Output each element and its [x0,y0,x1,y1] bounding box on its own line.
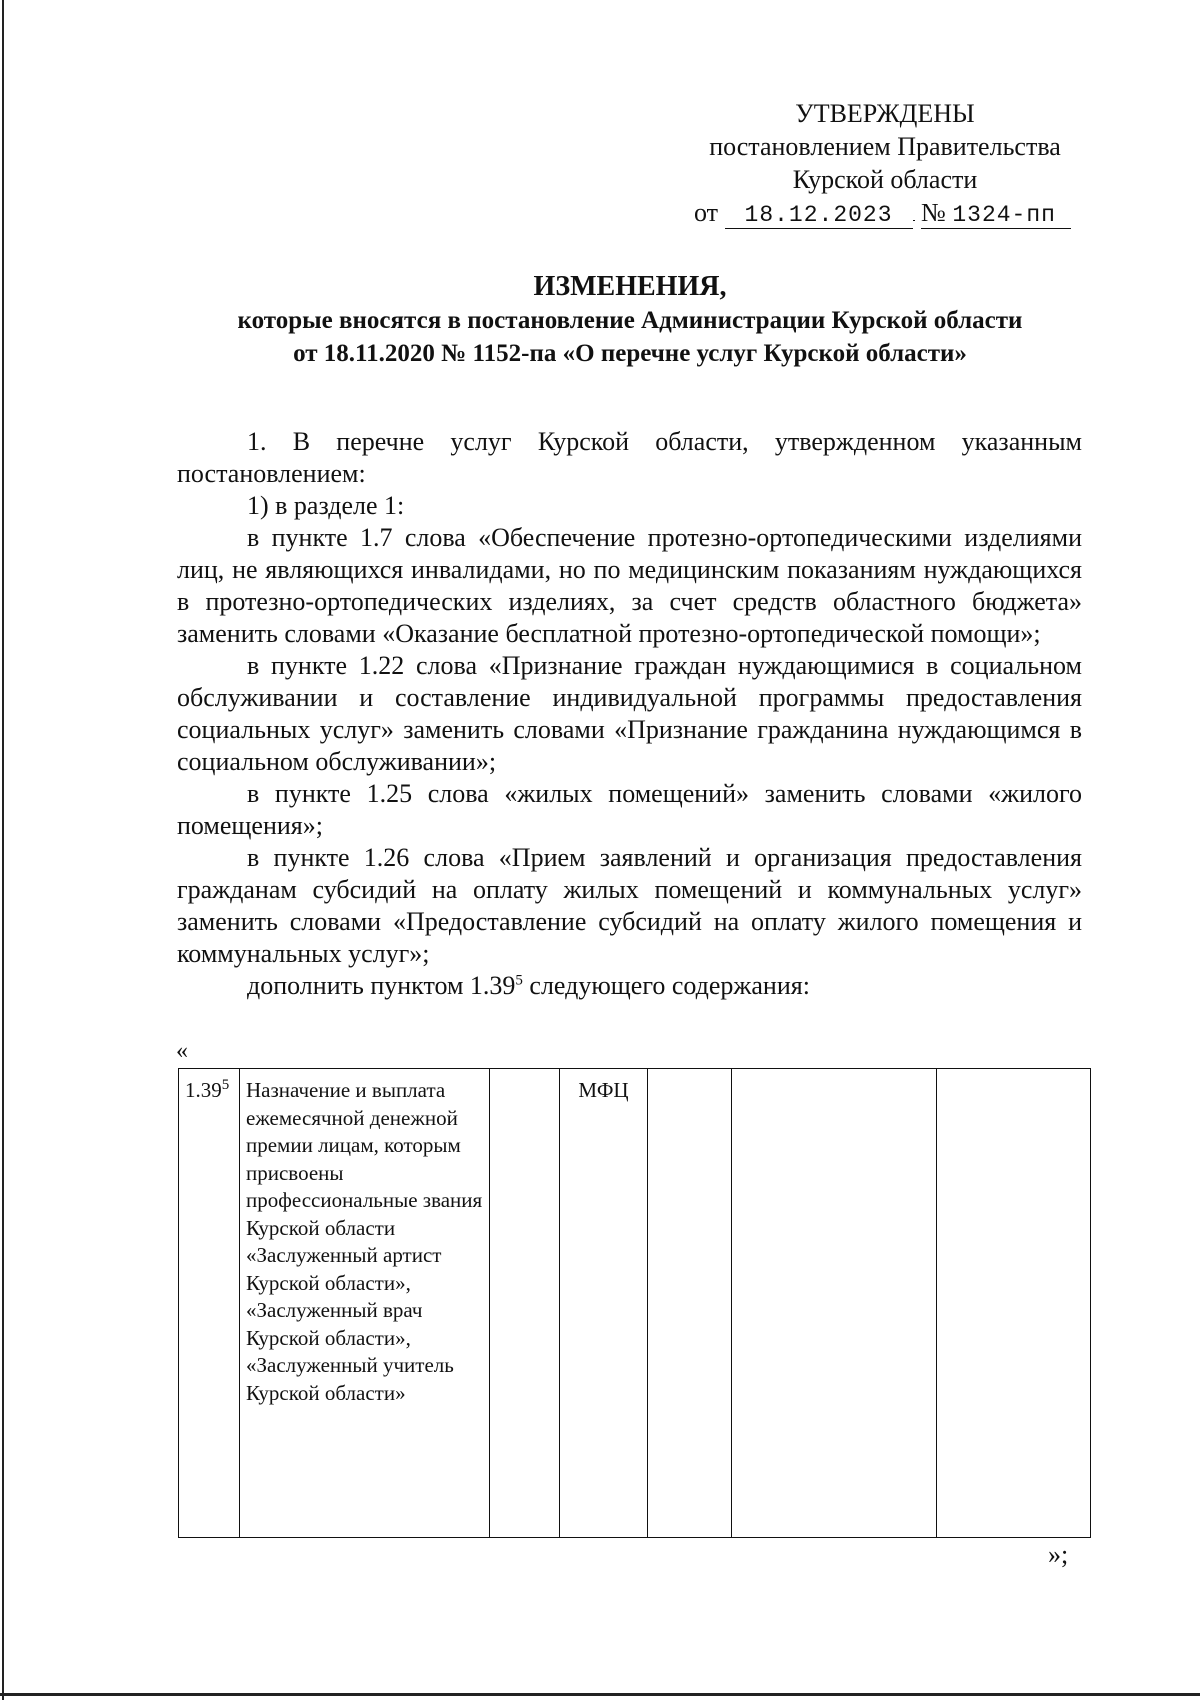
table-row [179,1069,1091,1538]
row-number-sup: 5 [221,1077,230,1093]
cell-mfc: МФЦ [560,1069,648,1538]
approval-number: 1324-пп [952,202,1056,228]
approval-title: УТВЕРЖДЕНЫ [795,99,975,128]
approval-date-number [690,196,1080,229]
opening-quote: « [176,1038,188,1064]
number-prefix: № [921,198,946,227]
heading-line-2: от 18.11.2020 № 1152-па «О перечне услуг Курской области» [293,340,967,367]
cell-number [179,1069,240,1538]
scan-edge-bottom [0,1693,1200,1696]
scan-edge-left [2,0,4,1700]
cell-empty-3 [490,1069,560,1538]
document-body [177,426,1082,1002]
approval-line-1: постановлением Правительства [709,132,1061,161]
paragraph-3: в пункте 1.7 слова «Обеспечение протезно-ортопедическими изделиями лиц, не являющихся инвалидами, но по медицинским показаниям нуждающихся в протезно-ортопедических изделиях, за счет средств областного бюджета» заменить словами «Оказание бесплатной протезно-ортопедической помощи»; [177,523,1082,648]
approval-block [690,97,1080,229]
row-number: 1.39 [185,1078,222,1102]
approval-date: 18.12.2023 [725,202,913,229]
cell-empty-6 [732,1069,937,1538]
heading-line-1: которые вносятся в постановление Администрации Курской области [237,307,1023,334]
services-table [178,1068,1091,1538]
heading-title: ИЗМЕНЕНИЯ, [533,271,727,302]
paragraph-1: 1. В перечне услуг Курской области, утвержденном указанным постановлением: [177,427,1082,488]
paragraph-7 [177,970,1082,1002]
date-prefix: от [694,198,719,227]
cell-empty-7 [937,1069,1091,1538]
paragraph-2: 1) в разделе 1: [247,491,405,520]
paragraph-5: в пункте 1.25 слова «жилых помещений» заменить словами «жилого помещения»; [177,779,1082,840]
closing-quote: »; [1048,1540,1069,1569]
paragraph-7-text: дополнить пунктом 1.39 [247,971,516,1000]
cell-service-name: Назначение и выплата ежемесячной денежной премии лицам, которым присвоены профессиональные звания Курской области «Заслуженный артист Курской области», «Заслуженный врач Курской области», «Заслуженный учитель Курской области» [240,1069,490,1538]
paragraph-4: в пункте 1.22 слова «Признание граждан нуждающимися в социальном обслуживании и составление индивидуальной программы предоставления социальных услуг» заменить словами «Признание гражданина нуждающимся в социальном обслуживании»; [177,651,1082,776]
approval-line-2: Курской области [792,165,978,194]
document-heading [150,270,1110,370]
cell-empty-5 [648,1069,732,1538]
paragraph-7-tail: следующего содержания: [522,971,810,1000]
approval-number-field [921,200,1071,229]
paragraph-7-sup: 5 [515,972,523,989]
paragraph-6: в пункте 1.26 слова «Прием заявлений и организация предоставления гражданам субсидий на оплату жилых помещений и коммунальных услуг» заменить словами «Предоставление субсидий на оплату жилого помещения и коммунальных услуг»; [177,843,1082,968]
